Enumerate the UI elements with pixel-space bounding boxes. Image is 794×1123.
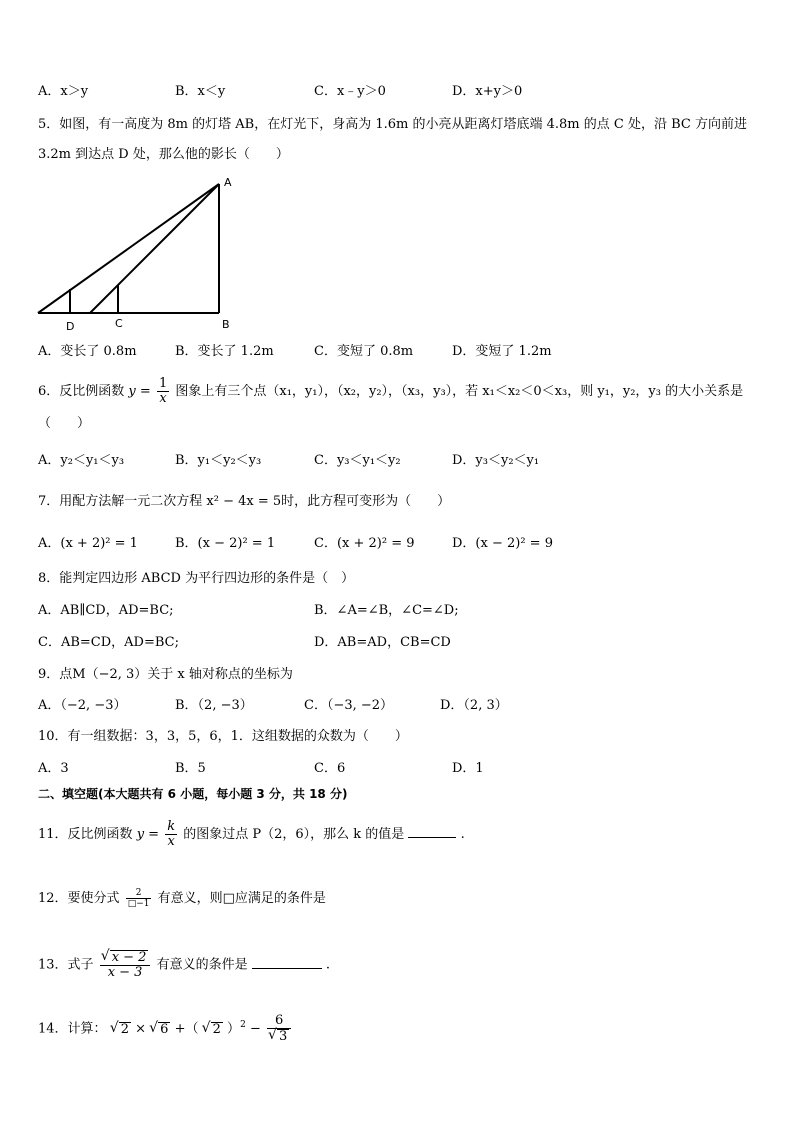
q13-frac-num-wrap: [100, 950, 151, 966]
q13-prefix: 13．式子: [38, 957, 94, 973]
q12-frac-num: 2: [126, 888, 152, 899]
q14-prefix: 14．计算：: [38, 1021, 107, 1037]
q7-stem: 7．用配方法解一元二次方程 x² − 4x = 5时，此方程可变形为（ ）: [38, 494, 451, 509]
q4-option-c: C．x﹣y＞0: [314, 84, 386, 99]
q10-option-a: A．3: [38, 761, 69, 776]
q14-frac-num: 6: [267, 1014, 291, 1029]
q13-frac-den: x − 3: [107, 965, 143, 980]
q12-suffix: 有意义，则□应满足的条件是: [157, 891, 326, 906]
q8-stem: 8．能判定四边形 ABCD 为平行四边形的条件是（ ）: [38, 571, 355, 586]
q6-option-a: A．y₂＜y₁＜y₃: [38, 453, 125, 468]
q6-prefix: 6．反比例函数: [38, 384, 125, 399]
q14-stem: [38, 1014, 293, 1044]
q9-option-c: C．（−3, −2）: [304, 698, 394, 713]
label-d: D: [66, 320, 75, 333]
q5-lighthouse-figure: [30, 172, 250, 334]
q7-option-d: D．(x − 2)² = 9: [452, 536, 553, 551]
q9-option-d: D．（2, 3）: [440, 698, 508, 713]
section2-title: 二、填空题(本大题共有 6 小题，每小题 3 分，共 18 分): [38, 787, 348, 801]
q6-option-b: B．y₁＜y₂＜y₃: [175, 453, 262, 468]
q14-plus: +（: [174, 1021, 199, 1037]
q10-option-b: B．5: [175, 761, 206, 776]
q14-frac-den-wrap: [267, 1029, 291, 1044]
q14-fraction: [267, 1014, 291, 1044]
q8-option-a: A．AB∥CD，AD=BC;: [38, 603, 174, 618]
q13-answer-blank[interactable]: [252, 956, 322, 969]
q9-option-b: B．（2, −3）: [175, 698, 253, 713]
q12-prefix: 12．要使分式: [38, 891, 120, 906]
q5-stem-line1: 5．如图，有一高度为 8m 的灯塔 AB，在灯光下，身高为 1.6m 的小亮从距离灯塔底端 4.8m 的点 C 处，沿 BC 方向前进: [38, 117, 747, 132]
q7-option-b: B．(x − 2)² = 1: [175, 536, 276, 551]
q11-func-lhs: y =: [136, 827, 160, 842]
q11-stem: [38, 820, 465, 849]
q14-close: ）: [227, 1021, 241, 1037]
q9-option-a: A．（−2, −3）: [38, 698, 127, 713]
q11-frac-den: x: [167, 834, 175, 849]
label-b: B: [222, 318, 230, 331]
q6-func-lhs: y =: [128, 384, 151, 399]
q11-end: .: [460, 827, 465, 842]
q11-suffix: 的图象过点 P（2，6），那么 k 的值是: [183, 827, 405, 842]
q6-stem-line2: （ ）: [38, 416, 91, 431]
q5-option-b: B．变长了 1.2m: [175, 344, 274, 359]
q11-fraction: [165, 820, 177, 849]
q11-prefix: 11．反比例函数: [38, 827, 133, 842]
q6-frac-den: x: [159, 391, 167, 406]
q5-option-c: C．变短了 0.8m: [314, 344, 414, 359]
q12-frac-den: □−1: [127, 899, 150, 909]
q11-frac-num: k: [167, 819, 176, 834]
q6-frac-num: 1: [158, 376, 168, 391]
label-a: A: [224, 176, 232, 189]
q12-fraction: [126, 888, 152, 909]
q14-times: ×: [135, 1021, 147, 1037]
q13-stem: [38, 950, 330, 980]
q14-sqrt-2: √ 2: [119, 1022, 131, 1037]
q5-stem-line2: 3.2m 到达点 D 处，那么他的影长（ ）: [38, 147, 289, 162]
q14-sqrt-2b: √ 2: [211, 1022, 223, 1037]
q10-option-c: C．6: [314, 761, 346, 776]
q13-frac-num: √ x − 2: [110, 950, 149, 965]
q14-sqrt-6: √ 6: [158, 1022, 170, 1037]
q6-middle: 图象上有三个点（x₁，y₁），（x₂，y₂），（x₃，y₃），若 x₁＜x₂＜0＜x₃，则 y₁，y₂，y₃ 的大小关系是: [175, 384, 744, 399]
q13-end: .: [325, 957, 331, 973]
q10-option-d: D．1: [452, 761, 484, 776]
q11-answer-blank[interactable]: [408, 825, 456, 838]
q5-option-d: D．变短了 1.2m: [452, 344, 552, 359]
q14-square: 2: [240, 1020, 246, 1031]
q13-fraction: [100, 950, 151, 980]
q12-stem: [38, 888, 326, 909]
q7-option-a: A．(x + 2)² = 1: [38, 536, 138, 551]
q4-option-b: B．x＜y: [175, 84, 226, 99]
label-c: C: [115, 317, 123, 330]
q6-stem-line1: [38, 377, 743, 406]
q13-suffix: 有意义的条件是: [156, 957, 248, 973]
q8-option-b: B．∠A=∠B，∠C=∠D;: [314, 603, 459, 618]
q7-option-c: C．(x + 2)² = 9: [314, 536, 415, 551]
light-ray-short: [90, 184, 219, 313]
q14-frac-den: √ 3: [277, 1029, 289, 1044]
q8-option-d: D．AB=AD，CB=CD: [314, 635, 451, 650]
q6-option-d: D．y₃＜y₂＜y₁: [452, 453, 540, 468]
q8-option-c: C．AB=CD，AD=BC;: [38, 635, 179, 650]
light-ray-long: [38, 184, 219, 313]
q6-fraction: [157, 377, 169, 406]
q14-minus: −: [249, 1021, 261, 1037]
q5-option-a: A．变长了 0.8m: [38, 344, 137, 359]
q9-stem: 9．点M（−2, 3）关于 x 轴对称点的坐标为: [38, 667, 293, 682]
q4-option-a: A．x＞y: [38, 84, 89, 99]
q6-option-c: C．y₃＜y₁＜y₂: [314, 453, 401, 468]
q4-option-d: D．x+y＞0: [452, 84, 523, 99]
q10-stem: 10．有一组数据：3，3，5，6，1．这组数据的众数为（ ）: [38, 729, 408, 744]
